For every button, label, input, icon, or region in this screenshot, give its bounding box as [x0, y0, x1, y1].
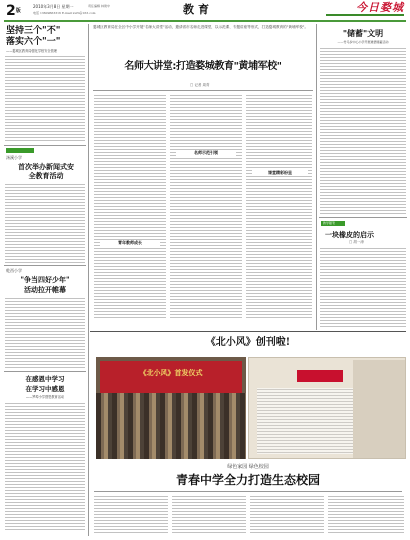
photo-caption: 《北小风》首发仪式: [139, 368, 203, 377]
school-name-1: 汤溪小学: [6, 155, 22, 160]
left-column-rule: [88, 24, 89, 536]
article-title-3b: 活动拉开帷幕: [24, 285, 66, 294]
divider-1: [4, 145, 86, 146]
article-title-4a: 在感恩中学习: [25, 375, 65, 383]
lead-subhead-3: 青年教师成长: [100, 240, 160, 246]
right-body-1: [320, 47, 406, 215]
ceremony-photo: [96, 357, 246, 459]
right-title: "储蓄"文明: [342, 28, 384, 38]
lead-headline: 名师大讲堂:打造婺城教育"黄埔军校": [124, 61, 282, 72]
lead-subhead-1: 名师示范引领: [176, 150, 236, 156]
lead-body-col-3: [246, 94, 312, 318]
paper-logo: [326, 2, 404, 16]
feature-body-col-4: [328, 495, 404, 535]
article-title-3a: "争当四好少年": [20, 275, 70, 284]
right-subtitle: ——竹马乡中心小学开展道德储蓄活动: [337, 40, 389, 44]
issue-date: 2010年3月8日 星期一: [33, 4, 74, 9]
article-body-4: [5, 402, 85, 532]
right-badge: 教学随笔: [321, 221, 345, 226]
right-body-2: [320, 247, 406, 327]
divider-3: [4, 371, 86, 372]
right-column: [319, 24, 407, 330]
divider-2: [4, 265, 86, 266]
editor-info: 责任编辑 林建中: [88, 4, 110, 8]
feature-top-rule: [90, 331, 406, 332]
feature-headline: 青春中学全力打造生态校园: [175, 473, 320, 487]
feature-body-col-3: [250, 495, 324, 535]
lead-title-2: 落实六个"一": [6, 37, 61, 47]
lead-intro-text: 婺城区教育局在全区中小学开展"名师大讲堂"活动，邀请省市名师走进课堂，以示范课、专题讲座等形式，打造婺城教育的"黄埔军校"。: [93, 25, 309, 29]
right-divider: [319, 217, 407, 218]
feature-headline-rule: [94, 491, 402, 492]
feature-body-col-2: [172, 495, 246, 535]
contact-info: 电话 13609663316 E-mail xxrb@163.com: [33, 11, 96, 15]
lead-body-col-1: [94, 94, 166, 318]
article-title-4b: 在学习中感恩: [25, 385, 65, 393]
lead-body: [5, 55, 85, 143]
header-rule: [4, 20, 406, 22]
feature-overline: 绿色家园 绿色校园: [227, 464, 269, 470]
right-byline-2: □ 胡一涛: [349, 240, 364, 244]
article-title-2: 首次举办新闻式安全教育活动: [18, 162, 74, 180]
lead-subhead-2: 课堂精彩纷呈: [252, 170, 308, 176]
feature-banner: 《北小风》创刊啦!: [205, 337, 291, 348]
newspaper-masthead: [297, 370, 343, 382]
lead-body-col-2: [170, 94, 242, 318]
newspaper-shadow: [353, 360, 405, 458]
lead-headline-rule: [93, 90, 313, 91]
newspaper-photo: [248, 357, 406, 459]
feature-body-col-1: [94, 495, 168, 535]
lead-subtitle: ——婺城区教育局强化学校安全管理: [6, 49, 57, 53]
lead-byline: □ 记者 周青: [190, 83, 210, 87]
lead-title-1: 坚持三个"不": [6, 26, 61, 36]
article-subtitle-4: ——罗埠小学感恩教育活动: [25, 395, 65, 399]
right-title-2: 一块橡皮的启示: [325, 230, 374, 239]
paper-name: 今日婺城: [356, 1, 404, 14]
masthead: [0, 0, 410, 22]
left-column: [4, 24, 86, 536]
page-number: $2^版$: [6, 3, 21, 19]
right-column-rule: [316, 24, 317, 330]
article-body-3: [5, 297, 85, 369]
section-title: 教育: [183, 3, 213, 16]
school-badge-1: [6, 148, 34, 153]
photo-crowd: [96, 393, 246, 459]
article-body-2: [5, 183, 85, 263]
lead-intro: [93, 25, 313, 53]
school-name-2: 乾西小学: [6, 268, 22, 273]
